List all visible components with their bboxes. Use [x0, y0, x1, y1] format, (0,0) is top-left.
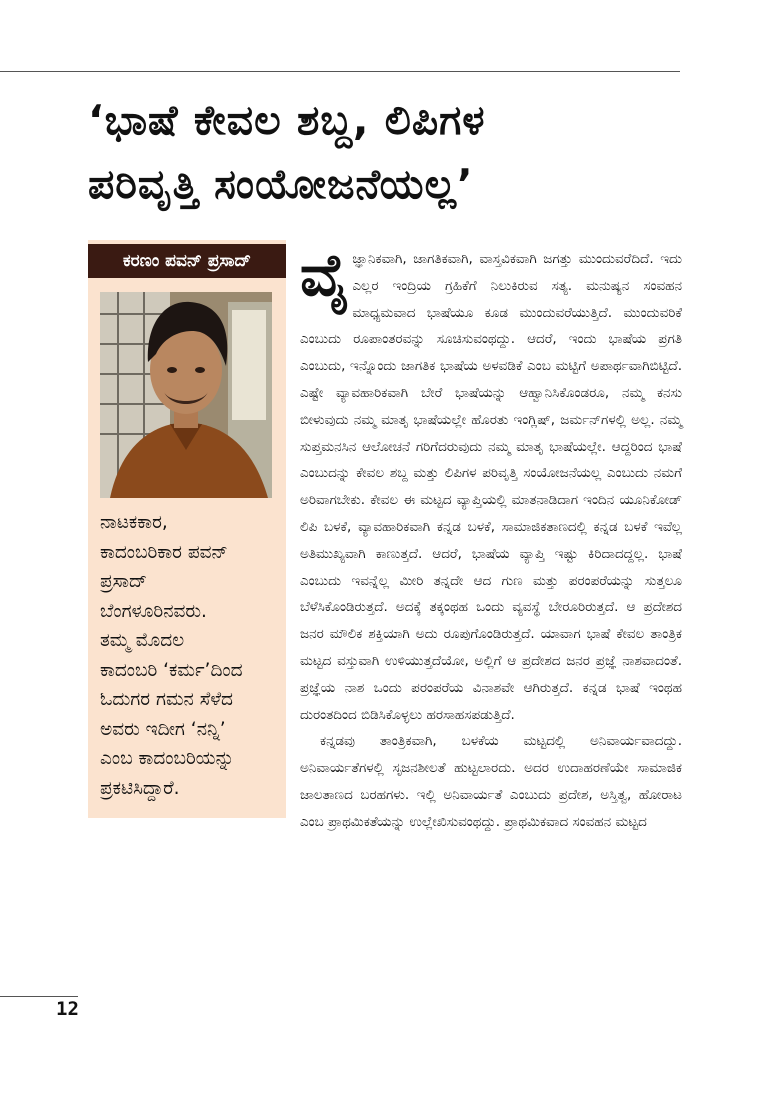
author-photo [100, 292, 272, 498]
headline-line-1: ‘ಭಾಷೆ ಕೇವಲ ಶಬ್ದ, ಲಿಪಿಗಳ [88, 96, 486, 144]
footer-rule [0, 996, 78, 997]
author-bio: ನಾಟಕಕಾರ, ಕಾದಂಬರಿಕಾರ ಪವನ್ ಪ್ರಸಾದ್ ಬೆಂಗಳೂರಿನವರು. ತಮ್ಮ ಮೊದಲ ಕಾದಂಬರಿ ‘ಕರ್ಮ’ದಿಂದ ಓದುಗರ ಗಮನ ಸೆಳೆದ ಅವರು ಇದೀಗ ‘ನನ್ನಿ’ ಎಂಬ ಕಾದಂಬರಿಯನ್ನು ಪ್ರಕಟಿಸಿದ್ದಾರೆ. [100, 512, 243, 799]
article-paragraph: ಜ್ಞಾನಿಕವಾಗಿ, ಜಾಗತಿಕವಾಗಿ, ವಾಸ್ತವಿಕವಾಗಿ ಜಗತ್ತು ಮುಂದುವರೆದಿದೆ. ಇದು ಎಲ್ಲರ ಇಂದ್ರಿಯ ಗ್ರಹಿಕೆಗೆ ನಿಲುಕಿರುವ ಸತ್ಯ. ಮನುಷ್ಯನ ಸಂವಹನ ಮಾಧ್ಯಮವಾದ ಭಾಷೆಯೂ ಕೂಡ ಮುಂದುವರೆಯುತ್ತಿದೆ. ಮುಂದುವರಿಕೆ ಎಂಬುದು ರೂಪಾಂತರವನ್ನು ಸೂಚಿಸುವಂಥದ್ದು. ಆದರೆ, ಇಂದು ಭಾಷೆಯ ಪ್ರಗತಿ ಎಂಬುದು, ಇನ್ನೊಂದು ಜಾಗತಿಕ ಭಾಷೆಯ ಅಳವಡಿಕೆ ಎಂಬ ಮಟ್ಟಿಗೆ ಅಪಾರ್ಥವಾಗಿಬಿಟ್ಟಿದೆ. ಎಷ್ಟೇ ವ್ಯಾವಹಾರಿಕವಾಗಿ ಬೇರೆ ಭಾಷೆಯನ್ನು ಆಹ್ವಾನಿಸಿಕೊಂಡರೂ, ನಮ್ಮ ಕನಸು ಬೀಳುವುದು ನಮ್ಮ ಮಾತೃ ಭಾಷೆಯಲ್ಲೇ ಹೊರತು ಇಂಗ್ಲಿಷ್, ಜರ್ಮನ್‌ಗಳಲ್ಲಿ ಅಲ್ಲ. ನಮ್ಮ ಸುಪ್ತಮನಸಿನ ಆಲೋಚನೆ ಗರಿಗೆದರುವುದು ನಮ್ಮ ಮಾತೃ ಭಾಷೆಯಲ್ಲೇ. ಆದ್ದರಿಂದ ಭಾಷೆ ಎಂಬುದನ್ನು ಕೇವಲ ಶಬ್ದ ಮತ್ತು ಲಿಪಿಗಳ ಪರಿವೃತ್ತಿ ಸಂಯೋಜನೆಯಲ್ಲ ಎಂಬುದು ನಮಗೆ ಅರಿವಾಗಬೇಕು. ಕೇವಲ ಈ ಮಟ್ಟದ ವ್ಯಾಪ್ತಿಯಲ್ಲಿ ಮಾತನಾಡಿದಾಗ ಇಂದಿನ ಯೂನಿಕೋಡ್ ಲಿಪಿ ಬಳಕೆ, ವ್ಯಾವಹಾರಿಕವಾಗಿ ಕನ್ನಡ ಬಳಕೆ, ಸಾಮಾಜಿಕತಾಣದಲ್ಲಿ ಕನ್ನಡ ಬಳಕೆ ಇವೆಲ್ಲ ಅತಿಮುಖ್ಯವಾಗಿ ಕಾಣುತ್ತದೆ. ಆದರೆ, ಭಾಷೆಯ ವ್ಯಾಪ್ತಿ ಇಷ್ಟು ಕಿರಿದಾದದ್ದಲ್ಲ. ಭಾಷೆ ಎಂಬುದು ಇವನ್ನೆಲ್ಲ ಮೀರಿ ತನ್ನದೇ ಆದ ಗುಣ ಮತ್ತು ಪರಂಪರೆಯನ್ನು ಸುತ್ತಲೂ ಬೆಳೆಸಿಕೊಂಡಿರುತ್ತದೆ. ಅದಕ್ಕೆ ತಕ್ಕಂಥಹ ಒಂದು ವ್ಯವಸ್ಥೆ ಬೇರೂರಿರುತ್ತದೆ. ಆ ಪ್ರದೇಶದ ಜನರ ಮೌಲಿಕ ಶಕ್ತಿಯಾಗಿ ಅದು ರೂಪುಗೊಂಡಿರುತ್ತದೆ. ಯಾವಾಗ ಭಾಷೆ ಕೇವಲ ತಾಂತ್ರಿಕ ಮಟ್ಟದ ವಸ್ತುವಾಗಿ ಉಳಿಯುತ್ತದೆಯೋ, ಅಲ್ಲಿಗೆ ಆ ಪ್ರದೇಶದ ಜನರ ಪ್ರಜ್ಞೆ ನಾಶವಾದಂತೆ. ಪ್ರಜ್ಞೆಯ ನಾಶ ಒಂದು ಪರಂಪರೆಯ ವಿನಾಶವೇ ಆಗಿರುತ್ತದೆ. ಕನ್ನಡ ಭಾಷೆ ಇಂಥಹ ದುರಂತದಿಂದ ಬಿಡಿಸಿಕೊಳ್ಳಲು ಹರಸಾಹಸಪಡುತ್ತಿದೆ. [300, 251, 682, 723]
headline [88, 88, 708, 216]
author-byline: ಕರಣಂ ಪವನ್ ಪ್ರಸಾದ್ [88, 244, 286, 278]
author-sidebar [88, 240, 286, 818]
article-body [300, 241, 682, 836]
page-number: 12 [56, 998, 79, 1020]
article-paragraph: ಕನ್ನಡವು ತಾಂತ್ರಿಕವಾಗಿ, ಬಳಕೆಯ ಮಟ್ಟದಲ್ಲಿ ಅನಿವಾರ್ಯವಾದದ್ದು. ಅನಿವಾರ್ಯತೆಗಳಲ್ಲಿ ಸೃಜನಶೀಲತೆ ಹುಟ್ಟಲಾರದು. ಅದರ ಉದಾಹರಣೆಯೇ ಸಾಮಾಜಿಕ ಜಾಲತಾಣದ ಬರಹಗಳು. ಇಲ್ಲಿ ಅನಿವಾರ್ಯತೆ ಎಂಬುದು ಪ್ರದೇಶ, ಅಸ್ತಿತ್ವ, ಹೋರಾಟ ಎಂಬ ಪ್ರಾಥಮಿಕತೆಯನ್ನು ಉಲ್ಲೇಖಿಸುವಂಥದ್ದು. ಪ್ರಾಥಮಿಕವಾದ ಸಂವಹನ ಮಟ್ಟದ [300, 733, 682, 830]
drop-cap: ವೈ [300, 241, 350, 309]
headline-line-2: ಪರಿವೃತ್ತಿ ಸಂಯೋಜನೆಯಲ್ಲ’ [88, 160, 474, 208]
top-rule [0, 71, 680, 72]
